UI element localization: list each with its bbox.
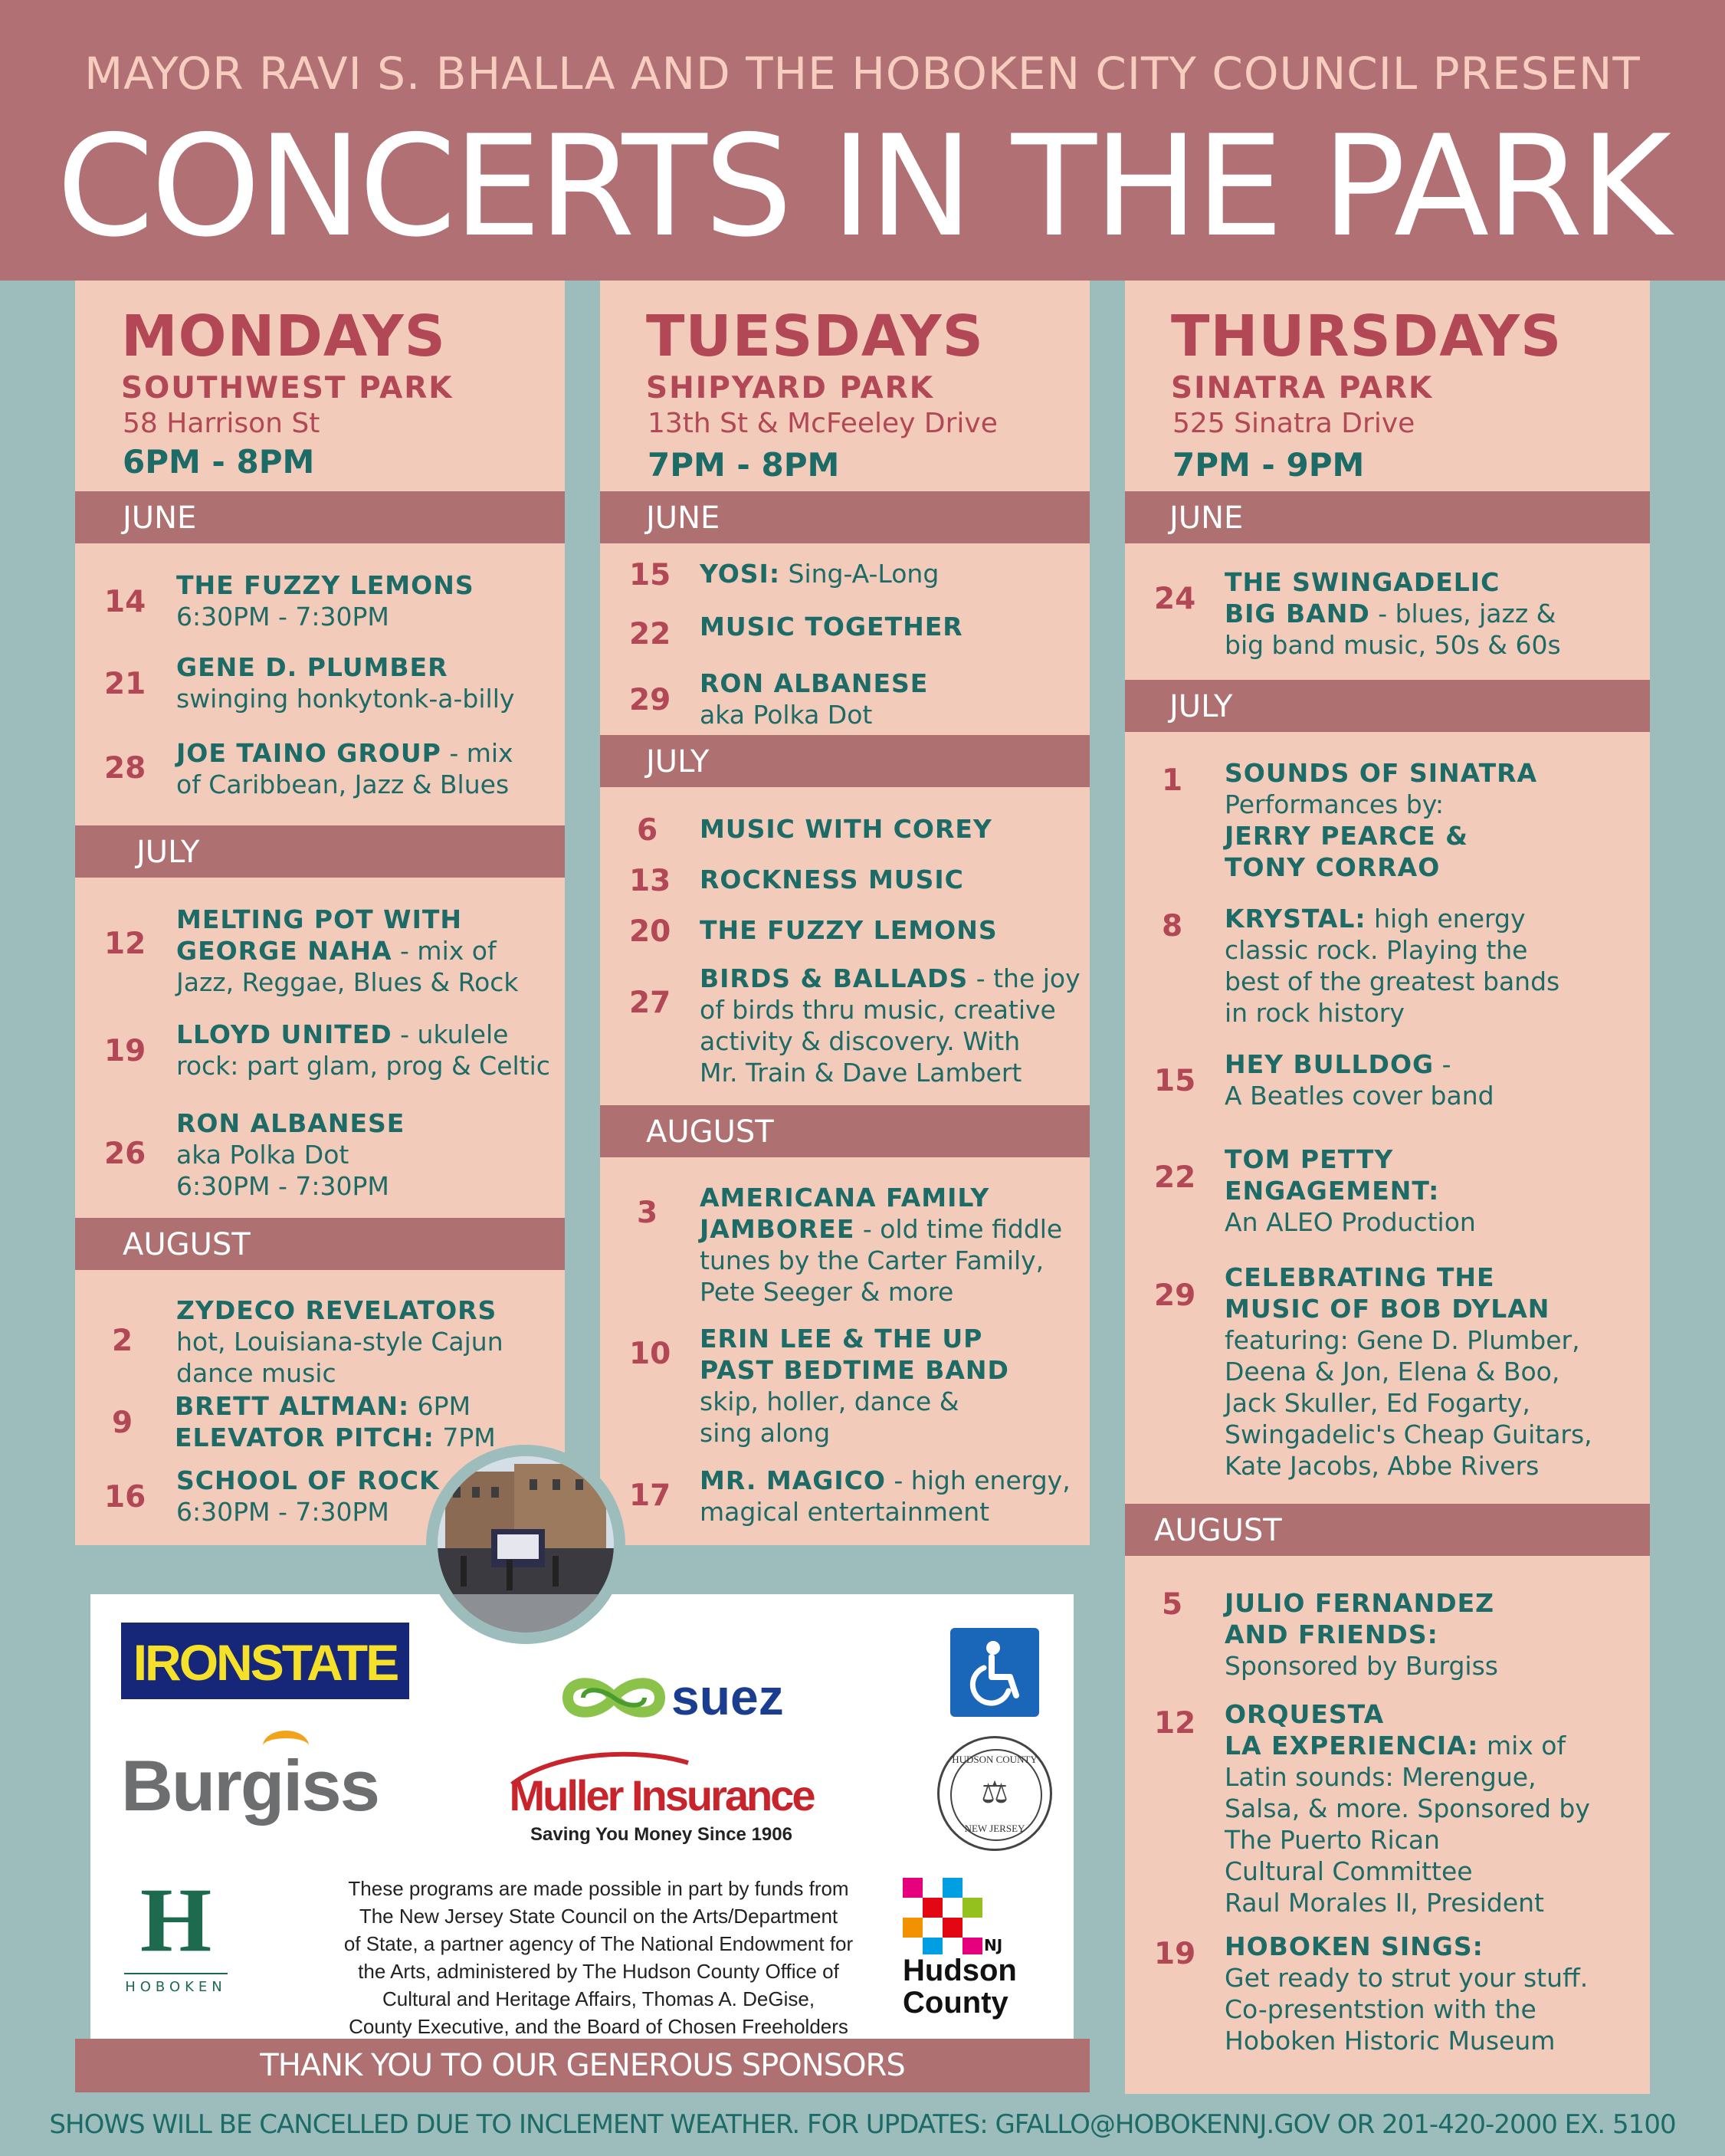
event-detail: hot, Louisiana-style Cajun — [176, 1327, 503, 1357]
event-name: RON ALBANESE — [176, 1108, 405, 1138]
event-date: 22 — [629, 617, 671, 651]
park-name: SHIPYARD PARK — [646, 371, 934, 405]
event-name-cont: MUSIC OF BOB DYLAN — [1225, 1294, 1550, 1324]
month-band-july — [600, 735, 1090, 787]
event-desc: - ukulele — [392, 1019, 509, 1049]
concert-photo — [426, 1445, 625, 1644]
event-desc: Sing-A-Long — [780, 559, 940, 589]
event-name-cont: ENGAGEMENT: — [1225, 1176, 1440, 1206]
event-detail: activity & discovery. With — [700, 1026, 1021, 1056]
presenter-subtitle: MAYOR RAVI S. BHALLA AND THE HOBOKEN CITY COUNCIL PRESENT — [84, 48, 1641, 100]
event-detail: featuring: Gene D. Plumber, — [1225, 1325, 1580, 1355]
event-name-cont: TONY CORRAO — [1225, 852, 1441, 882]
thursdays-column — [1125, 281, 1650, 2094]
hoboken-logo — [124, 1869, 228, 2005]
event-date: 29 — [629, 683, 671, 717]
event-detail: of Caribbean, Jazz & Blues — [176, 770, 510, 799]
event-date: 21 — [104, 667, 146, 701]
event-detail: A Beatles cover band — [1225, 1081, 1494, 1111]
event-detail: sing along — [700, 1418, 831, 1448]
event-detail: aka Polka Dot — [700, 700, 873, 730]
event-date: 19 — [104, 1034, 146, 1068]
event-name: YOSI: — [700, 559, 781, 589]
hudson-county-logo — [903, 1878, 1056, 2031]
show-time: 7PM - 8PM — [648, 446, 840, 484]
page-title: CONCERTS IN THE PARK — [56, 105, 1669, 267]
month-label: AUGUST — [1154, 1513, 1282, 1548]
event-date: 15 — [1154, 1064, 1196, 1098]
event-name: BRETT ALTMAN: — [175, 1391, 410, 1421]
event-detail: in rock history — [1225, 998, 1405, 1028]
event-desc: - the joy — [968, 963, 1081, 993]
event-detail: Mr. Train & Dave Lambert — [700, 1058, 1022, 1088]
funding-line: County Executive, and the Board of Chosen Freeholders — [349, 2015, 848, 2038]
seal-figure-icon: ⚖ — [981, 1775, 1008, 1810]
event-date: 27 — [629, 986, 671, 1020]
month-band-august — [75, 1218, 565, 1270]
event-detail: 6:30PM - 7:30PM — [176, 1497, 389, 1527]
event-detail: swinging honkytonk-a-billy — [176, 684, 515, 714]
muller-tagline: Saving You Money Since 1906 — [530, 1824, 792, 1845]
event-name: MUSIC WITH COREY — [700, 814, 992, 844]
event-date: 12 — [104, 927, 146, 961]
hudson-county-text: Hudson County — [903, 1954, 1017, 2020]
event-name: JOE TAINO GROUP — [176, 738, 441, 768]
event-detail: Jazz, Reggae, Blues & Rock — [176, 967, 519, 997]
seal-text-bottom: NEW JERSEY — [964, 1823, 1025, 1834]
event-date: 5 — [1162, 1587, 1183, 1622]
event-name: LLOYD UNITED — [176, 1019, 392, 1049]
event-name-cont: AND FRIENDS: — [1225, 1619, 1438, 1649]
event-date: 19 — [1154, 1937, 1196, 1971]
mondays-column — [75, 281, 565, 1545]
event-name: SCHOOL OF ROCK — [176, 1465, 440, 1495]
event-date: 22 — [1154, 1160, 1196, 1195]
event-desc: - mix — [441, 738, 513, 768]
show-time: 6PM - 8PM — [123, 443, 315, 481]
funding-line: of State, a partner agency of The National Endowment for — [343, 1932, 854, 1955]
event-detail: Deena & Jon, Elena & Boo, — [1225, 1357, 1560, 1386]
event-date: 13 — [629, 864, 671, 898]
event-name-cont: BIG BAND — [1225, 599, 1370, 628]
event-name-cont: JAMBOREE — [700, 1214, 855, 1244]
funding-line: the Arts, administered by The Hudson County Office of — [358, 1960, 839, 1983]
month-label: JUNE — [1169, 500, 1244, 536]
event-detail: 6:30PM - 7:30PM — [176, 602, 389, 632]
hudson-county-seal — [937, 1736, 1052, 1851]
park-name: SOUTHWEST PARK — [121, 371, 454, 405]
seal-text-top: HUDSON COUNTY — [952, 1754, 1038, 1765]
hoboken-h-mark: H — [139, 1869, 212, 1971]
funding-line: These programs are made possible in part by funds from — [348, 1877, 849, 1900]
event-detail: Latin sounds: Merengue, — [1225, 1762, 1536, 1792]
event-desc: 6PM — [409, 1391, 471, 1421]
month-band-june — [600, 491, 1090, 543]
event-name: ZYDECO REVELATORS — [176, 1295, 497, 1325]
event-date: 10 — [629, 1337, 671, 1371]
event-desc: - old time fiddle — [854, 1214, 1063, 1244]
month-label: AUGUST — [646, 1114, 774, 1150]
wheelchair-accessible-icon — [950, 1628, 1039, 1717]
day-heading: THURSDAYS — [1171, 304, 1563, 369]
event-date: 29 — [1154, 1278, 1196, 1313]
event-detail: An ALEO Production — [1225, 1207, 1476, 1237]
event-detail: big band music, 50s & 60s — [1225, 630, 1561, 660]
event-name: THE SWINGADELIC — [1225, 567, 1500, 597]
event-name: AMERICANA FAMILY — [700, 1183, 990, 1213]
event-name-cont: PAST BEDTIME BAND — [700, 1355, 1009, 1385]
event-name: HEY BULLDOG — [1225, 1049, 1435, 1079]
event-name-cont: GEORGE NAHA — [176, 936, 392, 966]
event-name: ORQUESTA — [1225, 1699, 1385, 1729]
event-time: 6:30PM - 7:30PM — [176, 1171, 389, 1201]
month-label: JULY — [646, 744, 710, 779]
event-detail: dance music — [176, 1358, 336, 1388]
month-band-august — [600, 1105, 1090, 1157]
event-detail: magical entertainment — [700, 1497, 990, 1527]
event-name: THE FUZZY LEMONS — [176, 570, 474, 600]
month-band-june — [75, 491, 565, 543]
month-label: AUGUST — [123, 1227, 251, 1262]
event-date: 26 — [104, 1137, 146, 1171]
concert-photo-image — [438, 1456, 614, 1633]
event-date: 2 — [112, 1324, 133, 1358]
event-detail: rock: part glam, prog & Celtic — [176, 1051, 550, 1081]
event-date: 14 — [104, 585, 146, 619]
sponsors-panel — [90, 1594, 1074, 2040]
suez-swirl-icon — [556, 1663, 671, 1732]
event-date: 15 — [629, 558, 671, 592]
thank-you-band — [75, 2039, 1090, 2092]
event-name: MELTING POT WITH — [176, 904, 462, 934]
suez-text: suez — [671, 1669, 784, 1725]
event-date: 24 — [1154, 582, 1196, 616]
event-detail: Pete Seeger & more — [700, 1277, 954, 1307]
event-name: TOM PETTY — [1225, 1144, 1394, 1174]
footer-notice: SHOWS WILL BE CANCELLED DUE TO INCLEMENT WEATHER. FOR UPDATES: GFALLO@HOBOKENNJ.GOV OR 201-420-2000 EX. 5100 — [49, 2109, 1676, 2140]
event-detail: Hoboken Historic Museum — [1225, 2026, 1556, 2056]
event-detail: Salsa, & more. Sponsored by — [1225, 1793, 1590, 1823]
event-desc: high energy — [1366, 904, 1526, 934]
burgiss-text: Burgiss — [121, 1745, 379, 1826]
event-name: HOBOKEN SINGS: — [1225, 1931, 1484, 1961]
event-name: SOUNDS OF SINATRA — [1225, 758, 1538, 788]
month-band-july — [75, 825, 565, 878]
day-heading: TUESDAYS — [646, 304, 984, 369]
event-detail: skip, holler, dance & — [700, 1386, 959, 1416]
park-name: SINATRA PARK — [1171, 371, 1434, 405]
event-name: ERIN LEE & THE UP — [700, 1324, 983, 1354]
event-date: 17 — [629, 1478, 671, 1513]
event-name: MUSIC TOGETHER — [700, 612, 963, 642]
hudson-nj-label: NJ — [984, 1936, 1003, 1954]
event-date: 6 — [637, 813, 658, 848]
event-detail: Performances by: — [1225, 789, 1444, 819]
event-name: RON ALBANESE — [700, 668, 929, 698]
muller-insurance-logo — [485, 1747, 838, 1847]
event-detail: best of the greatest bands — [1225, 966, 1560, 996]
header-banner — [0, 0, 1725, 281]
month-label: JUNE — [646, 500, 720, 536]
event-name-cont: ELEVATOR PITCH: — [175, 1423, 435, 1452]
event-name: CELEBRATING THE — [1225, 1262, 1495, 1292]
event-date: 16 — [104, 1480, 146, 1514]
suez-logo — [556, 1663, 809, 1732]
funding-statement — [288, 1875, 909, 2040]
event-date: 8 — [1162, 909, 1183, 943]
event-detail: Raul Morales II, President — [1225, 1888, 1544, 1918]
funding-line: Cultural and Heritage Affairs, Thomas A. DeGise, — [382, 1987, 815, 2010]
month-band-june — [1125, 491, 1650, 543]
event-desc: mix of — [1478, 1731, 1566, 1761]
month-label: JUNE — [123, 500, 197, 536]
event-detail: Jack Skuller, Ed Fogarty, — [1225, 1388, 1530, 1418]
month-band-july — [1125, 680, 1650, 732]
event-name: KRYSTAL: — [1225, 904, 1366, 934]
event-detail: tunes by the Carter Family, — [700, 1245, 1045, 1275]
month-band-august — [1125, 1504, 1650, 1556]
event-name: JULIO FERNANDEZ — [1225, 1588, 1495, 1618]
event-name-cont: LA EXPERIENCIA: — [1225, 1731, 1479, 1761]
muller-text: Muller Insurance — [509, 1771, 814, 1820]
event-name: THE FUZZY LEMONS — [700, 915, 998, 945]
tuesdays-column — [600, 281, 1090, 1545]
event-desc: - blues, jazz & — [1369, 599, 1556, 628]
hoboken-label: HOBOKEN — [125, 1979, 227, 1995]
event-detail: Sponsored by Burgiss — [1225, 1651, 1498, 1681]
ironstate-text: IRONSTATE — [133, 1634, 398, 1691]
ironstate-logo — [121, 1623, 409, 1699]
park-address: 525 Sinatra Drive — [1172, 408, 1415, 439]
show-time: 7PM - 9PM — [1172, 446, 1365, 484]
month-label: JULY — [136, 835, 200, 870]
event-detail: of birds thru music, creative — [700, 995, 1056, 1025]
event-date: 28 — [104, 751, 146, 786]
event-desc: - mix of — [392, 936, 497, 966]
event-date: 3 — [637, 1196, 658, 1230]
event-date: 9 — [112, 1406, 133, 1440]
event-detail: Cultural Committee — [1225, 1856, 1473, 1886]
event-name: ROCKNESS MUSIC — [700, 865, 964, 894]
event-name: BIRDS & BALLADS — [700, 963, 969, 993]
event-desc: 7PM — [434, 1423, 496, 1452]
event-detail: Co-presentstion with the — [1225, 1994, 1536, 2024]
event-date: 1 — [1162, 763, 1183, 798]
event-detail: aka Polka Dot — [176, 1140, 349, 1170]
park-address: 58 Harrison St — [123, 408, 320, 439]
thank-you-text: THANK YOU TO OUR GENEROUS SPONSORS — [260, 2048, 905, 2083]
event-name-cont: JERRY PEARCE & — [1225, 821, 1468, 851]
event-date: 12 — [1154, 1706, 1196, 1741]
event-date: 20 — [629, 914, 671, 949]
event-name: MR. MAGICO — [700, 1465, 886, 1495]
month-label: JULY — [1169, 689, 1233, 724]
event-detail: The Puerto Rican — [1225, 1825, 1440, 1855]
day-heading: MONDAYS — [121, 304, 446, 369]
event-detail: Get ready to strut your stuff. — [1225, 1963, 1589, 1993]
event-desc: - high energy, — [885, 1465, 1071, 1495]
hoboken-divider — [124, 1973, 228, 1974]
event-detail: Kate Jacobs, Abbe Rivers — [1225, 1451, 1540, 1481]
burgiss-logo — [121, 1731, 412, 1826]
event-detail: classic rock. Playing the — [1225, 935, 1528, 965]
event-desc: - — [1434, 1049, 1451, 1079]
event-detail: Swingadelic's Cheap Guitars, — [1225, 1419, 1592, 1449]
event-name: GENE D. PLUMBER — [176, 652, 448, 682]
park-address: 13th St & McFeeley Drive — [648, 408, 998, 439]
funding-line: The New Jersey State Council on the Arts/Department — [359, 1905, 838, 1928]
